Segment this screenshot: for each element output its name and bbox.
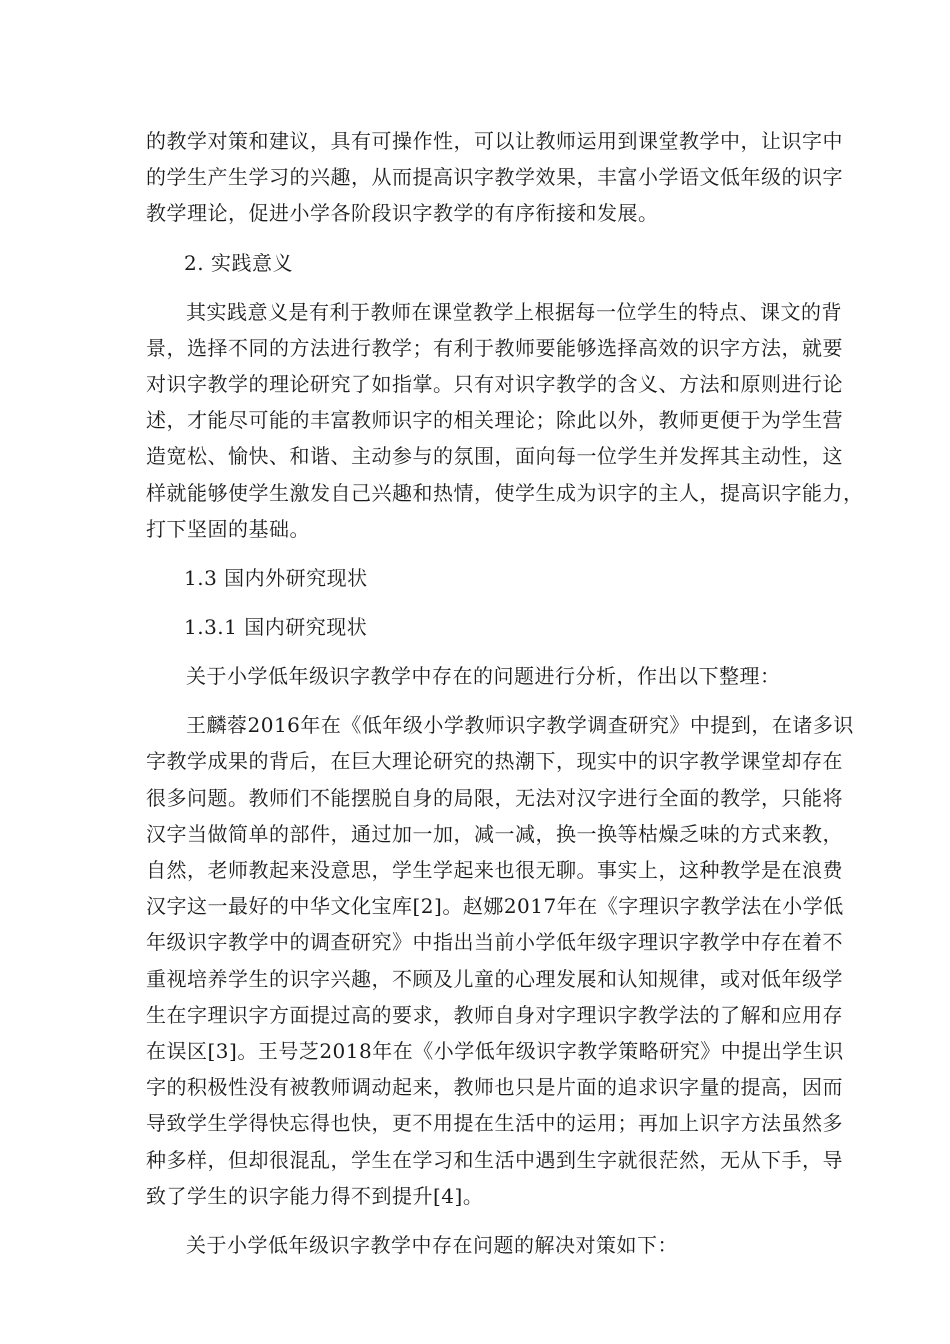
section-heading-1-3-1: 1.3.1 国内研究现状 bbox=[184, 615, 368, 640]
text-line: 的学生产生学习的兴趣，从而提高识字教学效果，丰富小学语文低年级的识字 bbox=[146, 165, 843, 190]
paragraph-literature-review bbox=[146, 707, 854, 1214]
text-line: 自然，老师教起来没意思，学生学起来也很无聊。事实上，这种教学是在浪费 bbox=[146, 858, 843, 883]
paragraph-practice bbox=[146, 294, 864, 547]
paragraph-solutions-intro bbox=[146, 1227, 806, 1263]
text-line: 其实践意义是有利于教师在课堂教学上根据每一位学生的特点、课文的背 bbox=[186, 299, 842, 324]
text-line: 导致学生学得快忘得也快，更不用提在生活中的运用；再加上识字方法虽然多 bbox=[146, 1111, 843, 1136]
text-line: 打下坚固的基础。 bbox=[146, 516, 310, 541]
text-line: 教学理论，促进小学各阶段识字教学的有序衔接和发展。 bbox=[146, 201, 659, 226]
text-line: 在误区[3]。王号芝2018年在《小学低年级识字教学策略研究》中提出学生识 bbox=[146, 1039, 844, 1064]
section-heading-1-3: 1.3 国内外研究现状 bbox=[184, 566, 368, 591]
text-line: 样就能够使学生激发自己兴趣和热情，使学生成为识字的主人，提高识字能力， bbox=[146, 480, 864, 505]
text-line: 重视培养学生的识字兴趣，不顾及儿童的心理发展和认知规律，或对低年级学 bbox=[146, 966, 843, 991]
text-line: 王麟蓉2016年在《低年级小学教师识字教学调查研究》中提到，在诸多识 bbox=[186, 713, 854, 738]
text-line: 造宽松、愉快、和谐、主动参与的氛围，面向每一位学生并发挥其主动性，这 bbox=[146, 444, 843, 469]
document-page bbox=[146, 123, 864, 1263]
paragraph-intro-problems bbox=[146, 658, 806, 694]
text-line: 字教学成果的背后，在巨大理论研究的热潮下，现实中的识字教学课堂却存在 bbox=[146, 749, 843, 774]
text-line: 字的积极性没有被教师调动起来，教师也只是片面的追求识字量的提高，因而 bbox=[146, 1075, 843, 1100]
text-line: 对识字教学的理论研究了如指掌。只有对识字教学的含义、方法和原则进行论 bbox=[146, 372, 843, 397]
text-line: 汉字这一最好的中华文化宝库[2]。赵娜2017年在《字理识字教学法在小学低 bbox=[146, 894, 844, 919]
text-line: 很多问题。教师们不能摆脱自身的局限，无法对汉字进行全面的教学，只能将 bbox=[146, 785, 843, 810]
text-line: 的教学对策和建议，具有可操作性，可以让教师运用到课堂教学中，让识字中 bbox=[146, 129, 843, 153]
text-line: 种多样，但却很混乱，学生在学习和生活中遇到生字就很茫然，无从下手，导 bbox=[146, 1147, 843, 1172]
paragraph-theory-continued bbox=[146, 123, 843, 232]
text-line: 年级识字教学中的调查研究》中指出当前小学低年级字理识字教学中存在着不 bbox=[146, 930, 843, 955]
section-heading-practice: 2. 实践意义 bbox=[184, 250, 293, 275]
text-line: 汉字当做简单的部件，通过加一加，减一减，换一换等枯燥乏味的方式来教， bbox=[146, 821, 843, 846]
text-line: 关于小学低年级识字教学中存在的问题进行分析，作出以下整理： bbox=[186, 664, 781, 689]
text-line: 景，选择不同的方法进行教学；有利于教师要能够选择高效的识字方法，就要 bbox=[146, 335, 843, 360]
text-line: 生在字理识字方面提过高的要求，教师自身对字理识字教学法的了解和应用存 bbox=[146, 1002, 843, 1027]
text-line: 述，才能尽可能的丰富教师识字的相关理论；除此以外，教师更便于为学生营 bbox=[146, 408, 843, 433]
text-line: 致了学生的识字能力得不到提升[4]。 bbox=[146, 1183, 484, 1208]
text-line: 关于小学低年级识字教学中存在问题的解决对策如下： bbox=[186, 1233, 678, 1258]
